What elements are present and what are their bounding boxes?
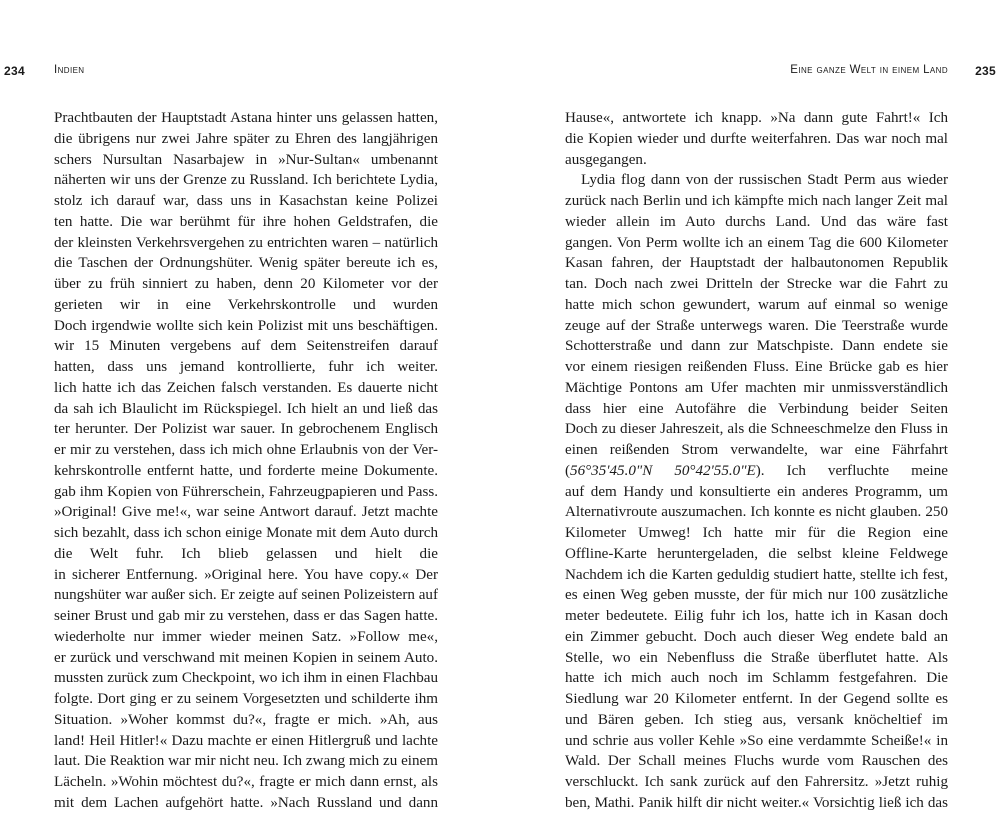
text-line: über zu früh sinniert zu haben, denn 20 Kilometer vor der bbox=[54, 276, 438, 292]
text-line: und Bären geben. Ich stieg aus, versank knöcheltief im bbox=[565, 711, 948, 728]
text-line: und schrie aus voller Kehle »So eine verdammte Scheiße!« in bbox=[565, 732, 948, 749]
text-line: der kleinsten Verkehrsvergehen zu entrichten waren – natürlich bbox=[54, 234, 438, 251]
text-line: verschluckt. Ich sank zurück auf den Fahrersitz. »Jetzt ruhig bbox=[565, 774, 948, 790]
text-line: ein Zimmer gebucht. Doch auch dieser Weg endete bald an bbox=[565, 628, 948, 645]
text-line: mussten zurück zum Checkpoint, wo ich ihm in einen Flachbau bbox=[54, 670, 438, 687]
text-line: tan. Doch nach zwei Dritteln der Strecke war die Fahrt zu bbox=[565, 276, 948, 292]
text-line: auf dem Handy und konsultierte ein anderes Programm, um bbox=[565, 483, 948, 500]
text-line: Stelle, wo ein Nebenfluss die Straße überflutet hatte. Als bbox=[565, 649, 948, 666]
text-line: Offline-Karte heruntergeladen, die selbst kleine Feldwege bbox=[565, 545, 948, 562]
text-line: Lächeln. »Wohin möchtest du?«, fragte er mich dann ernst, als bbox=[54, 774, 438, 790]
text-line: seiner Brust und gab mir zu verstehen, dass er das Sagen hatte. bbox=[54, 608, 438, 624]
text-line: gab ihm Kopien von Führerschein, Fahrzeugpapieren und Pass. bbox=[54, 483, 438, 500]
text-line: nungshüter war außer sich. Er zeigte auf seinen Polizeistern auf bbox=[54, 587, 438, 604]
text-line: schers Nursultan Nasarbajew in »Nur-Sultan« umbenannt bbox=[54, 151, 438, 168]
text-line: in sicherer Entfernung. »Original here. You have copy.« Der bbox=[54, 566, 438, 583]
text-line: mit dem Lachen aufgehört hatte. »Nach Russland und dann bbox=[54, 794, 438, 811]
right-page-number: 235 bbox=[975, 64, 996, 78]
text-line: kehrskontrolle entfernt hatte, und forderte meine Dokumente. bbox=[54, 462, 438, 479]
text-line: meter bedeutete. Eilig fuhr ich los, hatte ich in Kasan doch bbox=[565, 608, 948, 624]
text-line: Lydia flog dann von der russischen Stadt Perm aus wieder bbox=[581, 172, 948, 189]
text-line: stolz ich darauf war, dass uns in Kasachstan keine Polizei bbox=[54, 193, 438, 209]
text-line: Wald. Der Schall meines Fluchs wurde vom Rauschen des bbox=[565, 753, 948, 770]
text-line: ter herunter. Der Polizist war sauer. In gebrochenem Englisch bbox=[54, 421, 438, 438]
text-line: hatten, dass uns jemand kontrollierte, fuhr ich weiter. bbox=[54, 359, 438, 375]
text-line: vor einem riesigen reißenden Fluss. Eine Brücke gab es hier bbox=[565, 359, 948, 375]
text-line: Situation. »Woher kommst du?«, fragte er mich. »Ah, aus bbox=[54, 711, 438, 728]
text-line: näherten wir uns der Grenze zu Russland. Ich berichtete Lydia, bbox=[54, 172, 438, 189]
text-line: Doch zu dieser Jahreszeit, als die Schneeschmelze den Fluss in bbox=[565, 421, 948, 438]
text-line: einen reißenden Strom verwandelte, war eine Fährfahrt bbox=[565, 442, 948, 458]
left-page-body bbox=[54, 108, 438, 814]
text-line: Mächtige Pontons am Ufer machten mir unmissverständlich bbox=[565, 379, 948, 396]
left-page-number: 234 bbox=[4, 64, 25, 78]
text-line: wieder allein im Auto durchs Land. Und das wäre fast bbox=[565, 213, 948, 230]
text-line: da sah ich Blaulicht im Rückspiegel. Ich hielt an und ließ das bbox=[54, 400, 438, 417]
text-line: die Kopien wieder und durfte weiterfahren. Das war noch mal bbox=[565, 130, 948, 147]
text-line: sich bezahlt, dass ich schon einige Monate mit dem Auto durch bbox=[54, 525, 438, 541]
text-line: dass hier eine Autofähre die Verbindung beider Seiten bbox=[565, 400, 948, 417]
text-line: die Taschen der Ordnungshüter. Wenig später bereute ich es, bbox=[54, 255, 438, 272]
text-line: Doch irgendwie wollte sich kein Polizist mit uns beschäftigen. bbox=[54, 317, 438, 334]
text-line: Alternativroute auszumachen. Ich konnte es nicht glauben. 250 bbox=[565, 504, 948, 521]
text-line: laut. Die Reaktion war mir nicht neu. Ich zwang mich zu einem bbox=[54, 753, 438, 770]
text-line: er mir zu verstehen, dass ich mich ohne Erlaubnis von der Ver- bbox=[54, 442, 438, 458]
text-line: ben, Mathi. Panik hilft dir nicht weiter.« Vorsichtig ließ ich das bbox=[565, 794, 948, 811]
text-line: wir 15 Minuten vergebens auf dem Seitenstreifen darauf bbox=[54, 338, 438, 355]
text-line: »Original! Give me!«, war seine Antwort darauf. Jetzt machte bbox=[54, 504, 438, 521]
text-line: gangen. Von Perm wollte ich an einem Tag die 600 Kilometer bbox=[565, 234, 948, 251]
text-line: Kasan fahren, der Hauptstadt der halbautonomen Republik bbox=[565, 255, 948, 272]
text-line: es einen Weg geben musste, der für mich nur 100 zusätzliche bbox=[565, 587, 948, 604]
right-page-body bbox=[565, 108, 948, 814]
left-running-title: Indien bbox=[54, 64, 85, 76]
text-line: gerieten wir in eine Verkehrskontrolle und wurden bbox=[54, 296, 438, 313]
text-line: Schotterstraße und dann zur Matschpiste. Dann endete sie bbox=[565, 338, 948, 355]
text-line: wiederholte nur immer wieder meinen Satz. »Follow me«, bbox=[54, 628, 438, 645]
text-line: Siedlung war 20 Kilometer entfernt. In der Gegend sollte es bbox=[565, 691, 948, 707]
text-line: zurück nach Berlin und ich kämpfte mich nach langer Zeit mal bbox=[565, 193, 948, 209]
text-line: Kilometer Umweg! Ich hatte mir für die Region eine bbox=[565, 525, 948, 541]
text-line: er zurück und verschwand mit meinen Kopien in seinem Auto. bbox=[54, 649, 438, 666]
text-line: zeuge auf der Straße unterwegs waren. Die Teerstraße wurde bbox=[565, 317, 948, 334]
text-line: Prachtbauten der Hauptstadt Astana hinter uns gelassen hatten, bbox=[54, 110, 438, 126]
text-line: die Welt fuhr. Ich blieb gelassen und hielt die bbox=[54, 545, 438, 562]
text-line: hatte ich mich auch noch im Schlamm festgefahren. Die bbox=[565, 670, 948, 687]
text-line: folgte. Dort ging er zu seinem Vorgesetzten und schilderte ihm bbox=[54, 691, 438, 707]
text-line: lich hatte ich das Zeichen falsch verstanden. Es dauerte nicht bbox=[54, 379, 438, 396]
text-line: land! Heil Hitler!« Dazu machte er einen Hitlergruß und lachte bbox=[54, 732, 438, 749]
text-line: hatte mich schon gewundert, warum auf einmal so wenige bbox=[565, 296, 948, 313]
text-line: die übrigens nur zwei Jahre später zu Ehren des langjährigen bbox=[54, 130, 438, 147]
text-line: ausgegangen. bbox=[565, 151, 647, 168]
text-line: Nachdem ich die Karten geduldig studiert hatte, stellte ich fest, bbox=[565, 566, 948, 583]
text-line: (56°35'45.0"N 50°42'55.0"E). Ich verfluchte meine bbox=[565, 462, 948, 479]
text-line: ten hatte. Die war berühmt für ihre hohen Geldstrafen, die bbox=[54, 213, 438, 230]
right-running-title: Eine ganze Welt in einem Land bbox=[790, 64, 948, 76]
text-line: Hause«, antwortete ich knapp. »Na dann gute Fahrt!« Ich bbox=[565, 110, 948, 126]
